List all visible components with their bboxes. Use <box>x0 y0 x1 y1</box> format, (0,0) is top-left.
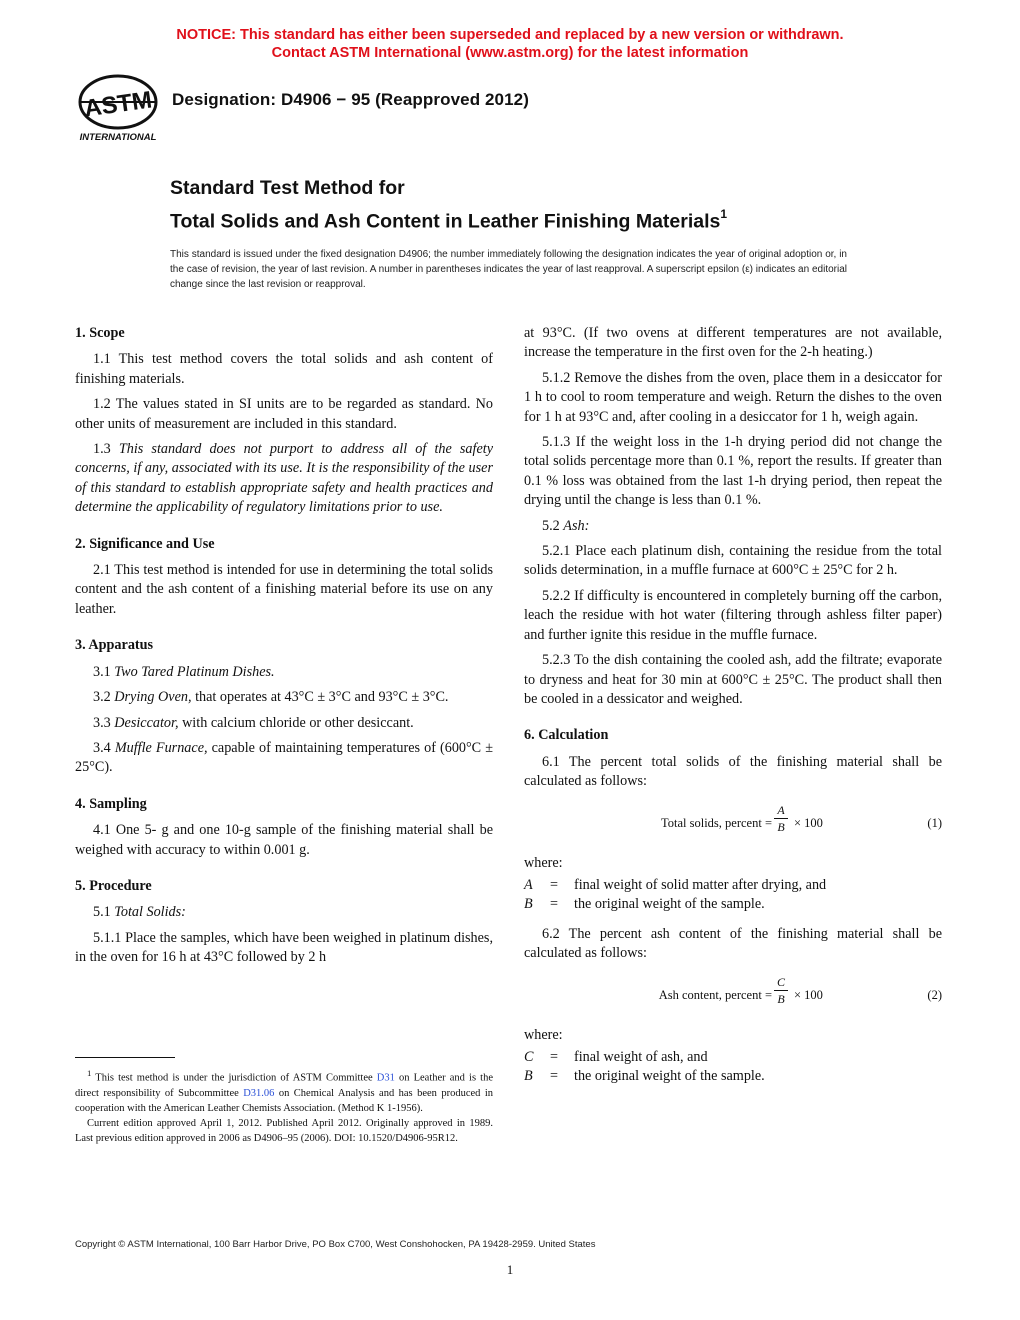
para-3-2-text: that operates at 43°C ± 3°C and 93°C ± 3°C. <box>191 689 449 706</box>
definition-a-text: final weight of solid matter after drying, and <box>574 876 827 893</box>
footnote-text-2: on Leather and is the direct responsibility of Subcommittee <box>75 1072 493 1099</box>
definition-b-1-text: the original weight of the sample. <box>574 896 765 913</box>
equation-2-numerator: C <box>774 974 788 991</box>
para-5-2-2: 5.2.2 If difficulty is encountered in completely burning off the carbon, leach the residue with hot water (filtering through ashless filter paper) and further ignite this residue in the muffle furnace. <box>524 587 942 643</box>
para-5-1-2: 5.1.2 Remove the dishes from the oven, place them in a desiccator for 1 h to cool to room temperature and weigh. Return the dishes to the oven for 1 h at 93°C and, after cooling in a desiccator for 1 h, weigh again. <box>524 369 942 425</box>
para-1-3-number: 1.3 <box>93 441 119 458</box>
definition-b-2 <box>524 1067 942 1086</box>
definition-b-1-var: B <box>524 896 533 913</box>
subcommittee-link[interactable]: D31.06 <box>243 1087 275 1099</box>
section-1-heading: 1. Scope <box>75 325 125 341</box>
para-3-1-term: Two Tared Platinum Dishes. <box>114 663 275 680</box>
astm-logo <box>74 74 162 146</box>
para-5-2-term: Ash: <box>563 517 590 534</box>
para-5-1-term: Total Solids: <box>114 904 186 921</box>
copyright-line: Copyright © ASTM International, 100 Barr Harbor Drive, PO Box C700, West Conshohocken, PA 19428-2959. United States <box>75 1239 596 1250</box>
issuance-statement: This standard is issued under the fixed designation D4906; the number immediately following the designation indicates the year of original adoption or, in the case of revision, the year of last revision. A number in parentheses indicates the year of last reapproval. A superscript epsilon (ε) indicates an editorial change since the last revision or reapproval. <box>170 249 847 290</box>
para-1-3-text: This standard does not purport to address all of the safety concerns, if any, associated with its use. It is the responsibility of the user of this standard to establish appropriate safety and health practices and determine the applicability of regulatory limitations prior to use. <box>75 441 493 516</box>
definition-c-eq: = <box>550 1048 559 1065</box>
para-3-3-number: 3.3 <box>93 714 115 731</box>
para-5-1-1: 5.1.1 Place the samples, which have been weighed in platinum dishes, in the oven for 16 h at 43°C followed by 2 h <box>75 929 493 966</box>
title-line-2 <box>170 202 727 236</box>
definition-a-eq: = <box>550 876 559 893</box>
para-4-1: 4.1 One 5- g and one 10-g sample of the finishing material shall be weighed with accuracy to within 0.001 g. <box>75 822 493 858</box>
para-3-1 <box>75 663 493 682</box>
logo-letters: ASTM <box>82 86 154 123</box>
para-1-2: 1.2 The values stated in SI units are to be regarded as standard. No other units of measurement are included in this standard. <box>75 396 493 432</box>
section-5-heading: 5. Procedure <box>75 877 152 894</box>
equation-1 <box>524 802 942 846</box>
para-3-4-number: 3.4 <box>93 739 115 756</box>
para-3-2-number: 3.2 <box>93 689 115 706</box>
para-3-4 <box>75 739 493 778</box>
equation-1-fraction <box>774 802 788 835</box>
definition-c <box>524 1048 942 1067</box>
definition-b-1-eq: = <box>550 896 559 913</box>
para-5-1-1-continued: at 93°C. (If two ovens at different temperatures are not available, increase the temperature in the first oven for the 2-h heating.) <box>524 325 942 361</box>
where-1: where: <box>524 854 563 871</box>
para-6-2: 6.2 The percent ash content of the finishing material shall be calculated as follows: <box>524 925 942 962</box>
title-line-1: Standard Test Method for <box>170 177 405 199</box>
notice-line-2: Contact ASTM International (www.astm.org) for the latest information <box>271 45 749 61</box>
withdrawal-notice <box>0 26 1020 62</box>
para-3-4-term: Muffle Furnace, <box>114 739 208 756</box>
title-footnote-mark: 1 <box>720 207 728 221</box>
document-title <box>170 174 727 236</box>
page-number: 1 <box>506 1262 514 1277</box>
definition-b-2-eq: = <box>550 1068 559 1085</box>
section-3-heading: 3. Apparatus <box>75 637 154 654</box>
para-1-1: 1.1 This test method covers the total solids and ash content of finishing materials. <box>75 351 493 387</box>
title-line-2-text: Total Solids and Ash Content in Leather Finishing Materials <box>170 210 721 233</box>
equation-2 <box>524 974 942 1018</box>
para-5-1 <box>75 903 493 922</box>
section-2-heading: 2. Significance and Use <box>75 535 215 552</box>
notice-line-1: NOTICE: This standard has either been superseded and replaced by a new version or withdrawn. <box>176 27 844 43</box>
equation-1-lhs: Total solids, percent = <box>660 815 772 830</box>
para-3-3 <box>75 714 493 733</box>
definition-c-var: C <box>524 1048 534 1065</box>
para-2-1: 2.1 This test method is intended for use in determining the total solids content and the ash content of a finishing material before its use on any leather. <box>75 562 493 617</box>
equation-2-number: (2) <box>927 987 942 1002</box>
para-5-2-1: 5.2.1 Place each platinum dish, containing the residue from the total solids determination, in a muffle furnace at 600°C ± 25°C for 2 h. <box>524 543 942 579</box>
section-4-heading: 4. Sampling <box>75 795 147 812</box>
definition-a <box>524 876 942 895</box>
para-3-2-term: Drying Oven, <box>114 689 192 706</box>
equation-1-denominator: B <box>777 819 785 834</box>
footnote-text-1: This test method is under the jurisdiction of ASTM Committee <box>91 1072 377 1084</box>
equation-2-multiplier: × 100 <box>794 987 823 1002</box>
footnote <box>75 1066 493 1146</box>
definition-c-text: final weight of ash, and <box>574 1048 708 1065</box>
definition-b-2-text: the original weight of the sample. <box>574 1068 765 1085</box>
para-5-1-3: 5.1.3 If the weight loss in the 1-h drying period did not change the total solids percentage more than 0.1 %, report the results. If greater than 0.1 % loss was obtained from the last 1-h drying period, then repeat the drying until the change is less than 0.1 %. <box>524 434 942 509</box>
para-3-2 <box>75 688 493 707</box>
committee-link[interactable]: D31 <box>376 1072 395 1084</box>
para-3-3-term: Desiccator, <box>114 714 179 731</box>
where-2: where: <box>524 1026 563 1043</box>
left-column <box>75 324 493 974</box>
equation-2-fraction <box>774 974 788 1007</box>
right-column <box>524 324 942 1087</box>
para-3-3-text: with calcium chloride or other desiccant. <box>178 714 414 731</box>
astm-logo-mark-icon <box>74 74 162 146</box>
para-5-1-number: 5.1 <box>93 904 115 921</box>
footnote-1 <box>75 1066 493 1116</box>
equation-2-denominator: B <box>777 991 785 1006</box>
footnote-text-3: on Chemical Analysis and has been produced in cooperation with the American Leather Chemists Association. (Method K 1-1956). <box>75 1087 493 1114</box>
section-6-heading: 6. Calculation <box>524 727 609 744</box>
equation-1-number: (1) <box>927 815 942 830</box>
definition-a-var: A <box>524 876 533 893</box>
footnote-divider <box>75 1057 175 1058</box>
equation-2-lhs: Ash content, percent = <box>658 987 772 1002</box>
definition-b-1 <box>524 895 942 914</box>
para-5-2-number: 5.2 <box>542 517 564 534</box>
para-3-4-text: capable of maintaining temperatures of (600°C ± 25°C). <box>75 739 494 776</box>
definition-b-2-var: B <box>524 1068 533 1085</box>
para-6-1: 6.1 The percent total solids of the finishing material shall be calculated as follows: <box>524 753 942 790</box>
para-1-3 <box>75 440 493 518</box>
para-5-2 <box>524 517 942 536</box>
equation-1-multiplier: × 100 <box>794 815 823 830</box>
footnote-edition: Current edition approved April 1, 2012. Published April 2012. Originally approved in 1989. Last previous edition approved in 2006 as D4906–95 (2006). DOI: 10.1520/D4906-95R12. <box>75 1117 493 1144</box>
para-3-1-number: 3.1 <box>93 663 115 680</box>
designation: Designation: D4906 − 95 (Reapproved 2012) <box>172 90 529 109</box>
footnote-mark: 1 <box>87 1068 92 1078</box>
para-5-2-3: 5.2.3 To the dish containing the cooled ash, add the filtrate; evaporate to dryness and heat for 30 min at 600°C ± 25°C. The product shall then be cooled in a dessicator and weighed. <box>524 652 942 707</box>
logo-subtitle: INTERNATIONAL <box>79 132 157 143</box>
equation-1-numerator: A <box>774 802 788 819</box>
